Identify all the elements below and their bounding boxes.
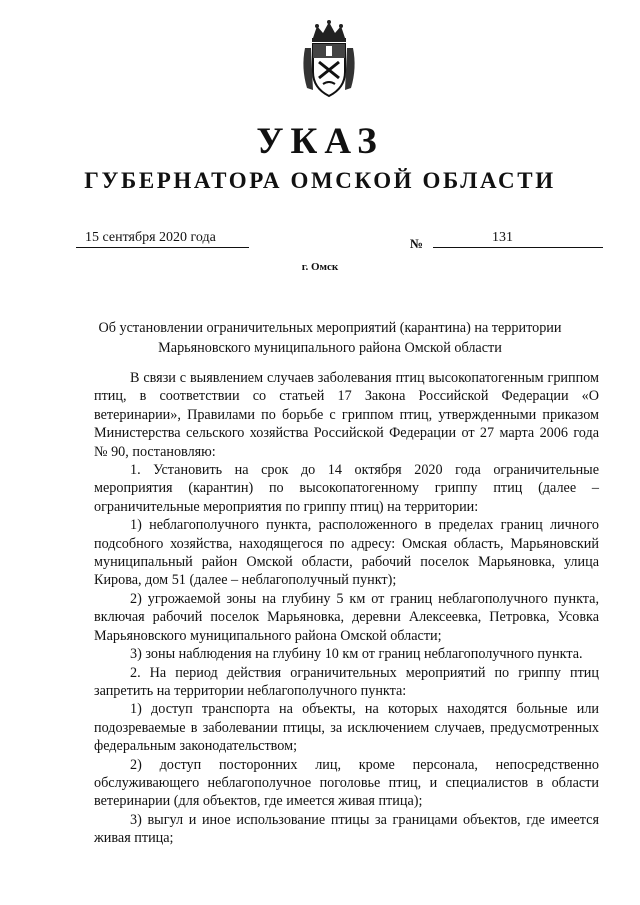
- paragraph-subitem-1-3: 3) зоны наблюдения на глубину 10 км от границ неблагополучного пункта.: [130, 646, 583, 663]
- paragraph-item-2: 2. На период действия ограничительных мероприятий по гриппу птиц запретить на территории неблагополучного пункта:: [94, 664, 599, 699]
- paragraph-subitem-1-2: 2) угрожаемой зоны на глубину 5 км от границ неблагополучного пункта, включая рабочий поселок Марьяновка, деревни Алексеевка, Петровка, Усовка Марьяновского муниципального района Омской области;: [94, 590, 599, 644]
- paragraph-preamble: В связи с выявлением случаев заболевания птиц высокопатогенным гриппом птиц, в соответствии со статьей 17 Закона Российской Федерации «О ветеринарии», Правилами по борьбе с гриппом птиц, утвержденными приказом Министерства сельского хозяйства Российской Федерации от 27 марта 2006 года № 90, постановляю:: [94, 370, 599, 460]
- paragraph-subitem-2-3: 3) выгул и иное использование птицы за границами объектов, где имеется живая птица;: [94, 811, 599, 847]
- document-city: г. Омск: [301, 261, 339, 273]
- coat-of-arms-emblem: [299, 18, 359, 100]
- document-subtitle: ГУБЕРНАТОРА ОМСКОЙ ОБЛАСТИ: [84, 168, 556, 193]
- document-number: 131: [433, 230, 603, 248]
- document-title: УКАЗ: [256, 121, 384, 162]
- document-date: 15 сентября 2020 года: [76, 230, 249, 248]
- number-sign: №: [410, 236, 424, 251]
- paragraph-item-1: 1. Установить на срок до 14 октября 2020 года ограничительные мероприятия (карантин) по высокопатогенному гриппу птиц (далее – ограничительные мероприятия по гриппу птиц) на территории:: [94, 462, 599, 515]
- paragraph-subitem-2-1: 1) доступ транспорта на объекты, на которых находятся больные или подозреваемые в заболевании птицы, за исключением случаев, предусмотренных федеральным законодательством;: [94, 701, 599, 755]
- document-body: [94, 369, 599, 848]
- paragraph-subitem-2-2: 2) доступ посторонних лиц, кроме персонала, непосредственно обслуживающего неблагополучное поголовье птиц, и специалистов в области ветеринарии (для объектов, где имеется живая птица);: [94, 756, 599, 810]
- paragraph-subitem-1-1: 1) неблагополучного пункта, расположенного в пределах границ личного подсобного хозяйства, находящегося по адресу: Омская область, Марьяновский муниципальный район Омской области, рабочий поселок Марьяновка, улица Кирова, дом 51 (далее – неблагополучный пункт);: [94, 517, 599, 589]
- document-heading: Об установлении ограничительных мероприятий (карантина) на территории Марьяновского муниципального района Омской области: [98, 320, 562, 356]
